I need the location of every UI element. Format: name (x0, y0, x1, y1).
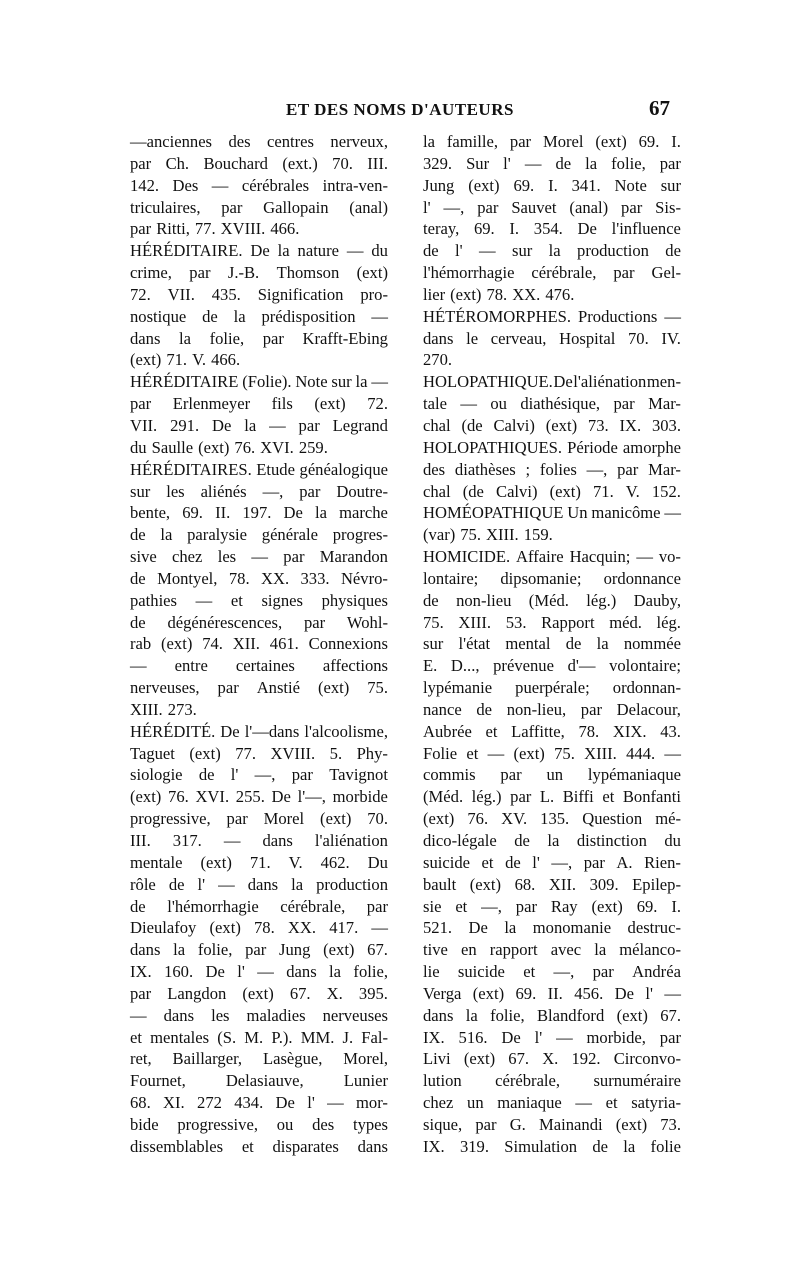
index-line: siologie de l' —, par Tavignot (130, 765, 388, 785)
index-line: de non-lieu (Méd. lég.) Dauby, (423, 590, 681, 610)
index-line: sie et —, par Ray (ext) 69. I. (423, 896, 681, 916)
index-line: dans le cerveau, Hospital 70. IV. (423, 328, 681, 348)
index-line: —anciennes des centres nerveux, (130, 132, 388, 151)
index-line: HOMICIDE. Affaire Hacquin; — vo- (423, 547, 681, 567)
index-line: bide progressive, ou des types (130, 1114, 388, 1134)
index-line: pathies — et signes physiques (130, 590, 388, 610)
index-line: tale — ou diathésique, par Mar- (423, 394, 681, 414)
index-line: HÉRÉDITAIRE. De la nature — du (130, 241, 388, 261)
index-line: dans la folie, par Jung (ext) 67. (130, 940, 388, 960)
index-line: HOLOPATHIQUES. Période amorphe (423, 437, 681, 457)
index-line: la famille, par Morel (ext) 69. I. (423, 132, 681, 151)
index-line: Aubrée et Laffitte, 78. XIX. 43. (423, 721, 681, 741)
index-line: HÉRÉDITAIRE (Folie). Note sur la — (130, 372, 388, 392)
running-title: ET DES NOMS D'AUTEURS (286, 100, 514, 119)
index-line: par Erlenmeyer fils (ext) 72. (130, 394, 388, 414)
index-line: 68. XI. 272 434. De l' — mor- (130, 1093, 388, 1113)
index-line: Livi (ext) 67. X. 192. Circonvo- (423, 1049, 681, 1069)
index-line: (ext) 71. V. 466. (130, 350, 241, 370)
index-line: mentale (ext) 71. V. 462. Du (130, 852, 388, 872)
index-line: dans la folie, Blandford (ext) 67. (423, 1005, 681, 1025)
index-line: — entre certaines affections (130, 656, 388, 676)
index-line: Folie et — (ext) 75. XIII. 444. — (423, 743, 681, 763)
index-line: HÉTÉROMORPHES. Productions — (423, 306, 681, 326)
index-line: nance de non-lieu, par Delacour, (423, 699, 681, 719)
index-line: E. D..., prévenue d'— volontaire; (423, 656, 681, 676)
index-line: lie suicide et —, par Andréa (423, 962, 681, 982)
index-line: 270. (423, 350, 453, 370)
index-line: triculaires, par Gallopain (anal) (130, 197, 388, 217)
index-line: 72. VII. 435. Signification pro- (130, 284, 388, 304)
index-line: 75. XIII. 53. Rapport méd. lég. (423, 612, 681, 632)
index-line: bault (ext) 68. XII. 309. Epilep- (423, 874, 681, 894)
index-line: de la paralysie générale progres- (130, 525, 388, 545)
index-column-left (130, 131, 388, 1158)
index-line: des diathèses ; folies —, par Mar- (423, 459, 681, 479)
index-line: sur les aliénés —, par Doutre- (130, 481, 388, 501)
index-line: dans la folie, par Krafft-Ebing (130, 328, 388, 348)
running-head (110, 96, 670, 124)
index-line: (Méd. lég.) par L. Biffi et Bonfanti (423, 787, 681, 807)
index-line: IX. 516. De l' — morbide, par (423, 1027, 681, 1047)
index-line: l' —, par Sauvet (anal) par Sis- (423, 197, 681, 217)
index-line: rab (ext) 74. XII. 461. Connexions (130, 634, 388, 654)
index-line: l'hémorrhagie cérébrale, par Gel- (423, 263, 681, 283)
index-line: HOLOPATHIQUE. De l'aliénation men- (423, 372, 681, 392)
index-line: VII. 291. De la — par Legrand (130, 415, 388, 435)
index-line: de dégénérescences, par Wohl- (130, 612, 388, 632)
index-line: — dans les maladies nerveuses (130, 1005, 388, 1025)
index-line: lypémanie puerpérale; ordonnan- (423, 678, 681, 698)
index-line: 142. Des — cérébrales intra-ven- (130, 175, 388, 195)
index-line: sur l'état mental de la nommée (423, 634, 681, 654)
index-line: lontaire; dipsomanie; ordonnance (423, 568, 681, 588)
index-line: sive chez les — par Marandon (130, 547, 388, 567)
index-line: de l'hémorrhagie cérébrale, par (130, 896, 388, 916)
index-line: nostique de la prédisposition — (130, 306, 388, 326)
index-line: Dieulafoy (ext) 78. XX. 417. — (130, 918, 388, 938)
index-line: par Ritti, 77. XVIII. 466. (130, 219, 300, 239)
index-line: 329. Sur l' — de la folie, par (423, 153, 681, 173)
index-line: suicide et de l' —, par A. Rien- (423, 852, 681, 872)
index-column-right (423, 131, 681, 1158)
index-line: et mentales (S. M. P.). MM. J. Fal- (130, 1027, 388, 1047)
index-line: Jung (ext) 69. I. 341. Note sur (423, 175, 681, 195)
index-line: (ext) 76. XVI. 255. De l'—, morbide (130, 787, 388, 807)
index-line: du Saulle (ext) 76. XVI. 259. (130, 437, 328, 457)
index-line: (ext) 76. XV. 135. Question mé- (423, 809, 681, 829)
index-line: III. 317. — dans l'aliénation (130, 831, 388, 850)
index-line: HOMÉOPATHIQUE Un manicôme — (423, 503, 681, 523)
index-line: XIII. 273. (130, 699, 197, 719)
index-line: commis par un lypémaniaque (423, 765, 681, 785)
index-line: HÉRÉDITÉ. De l'—dans l'alcoolisme, (130, 721, 388, 741)
index-line: (var) 75. XIII. 159. (423, 525, 553, 545)
index-line: Verga (ext) 69. II. 456. De l' — (423, 983, 681, 1003)
page-number: 67 (649, 96, 670, 120)
index-line: chal (de Calvi) (ext) 71. V. 152. (423, 481, 681, 501)
index-line: dico-légale de la distinction du (423, 831, 681, 850)
index-line: de Montyel, 78. XX. 333. Névro- (130, 568, 388, 588)
index-line: lier (ext) 78. XX. 476. (423, 284, 575, 304)
index-line: sique, par G. Mainandi (ext) 73. (423, 1114, 681, 1134)
index-line: crime, par J.-B. Thomson (ext) (130, 263, 388, 283)
index-line: HÉRÉDITAIRES. Etude généalogique (130, 459, 388, 479)
index-line: par Langdon (ext) 67. X. 395. (130, 983, 388, 1003)
index-line: chal (de Calvi) (ext) 73. IX. 303. (423, 415, 681, 435)
index-line: de l' — sur la production de (423, 241, 681, 261)
index-line: teray, 69. I. 354. De l'influence (423, 219, 681, 239)
index-line: bente, 69. II. 197. De la marche (130, 503, 388, 523)
index-line: nerveuses, par Anstié (ext) 75. (130, 678, 388, 698)
index-line: ret, Baillarger, Lasègue, Morel, (130, 1049, 388, 1069)
index-line: Fournet, Delasiauve, Lunier (130, 1071, 388, 1091)
index-line: 521. De la monomanie destruc- (423, 918, 681, 938)
index-line: lution cérébrale, surnuméraire (423, 1071, 681, 1091)
index-line: tive en rapport avec la mélanco- (423, 940, 681, 960)
index-line: chez un maniaque — et satyria- (423, 1093, 681, 1113)
index-line: dissemblables et disparates dans (130, 1136, 388, 1156)
index-line: IX. 319. Simulation de la folie (423, 1136, 681, 1156)
index-line: rôle de l' — dans la production (130, 874, 388, 894)
index-line: IX. 160. De l' — dans la folie, (130, 962, 388, 982)
index-line: Taguet (ext) 77. XVIII. 5. Phy- (130, 743, 388, 763)
index-line: progressive, par Morel (ext) 70. (130, 809, 388, 829)
index-line: par Ch. Bouchard (ext.) 70. III. (130, 153, 388, 173)
